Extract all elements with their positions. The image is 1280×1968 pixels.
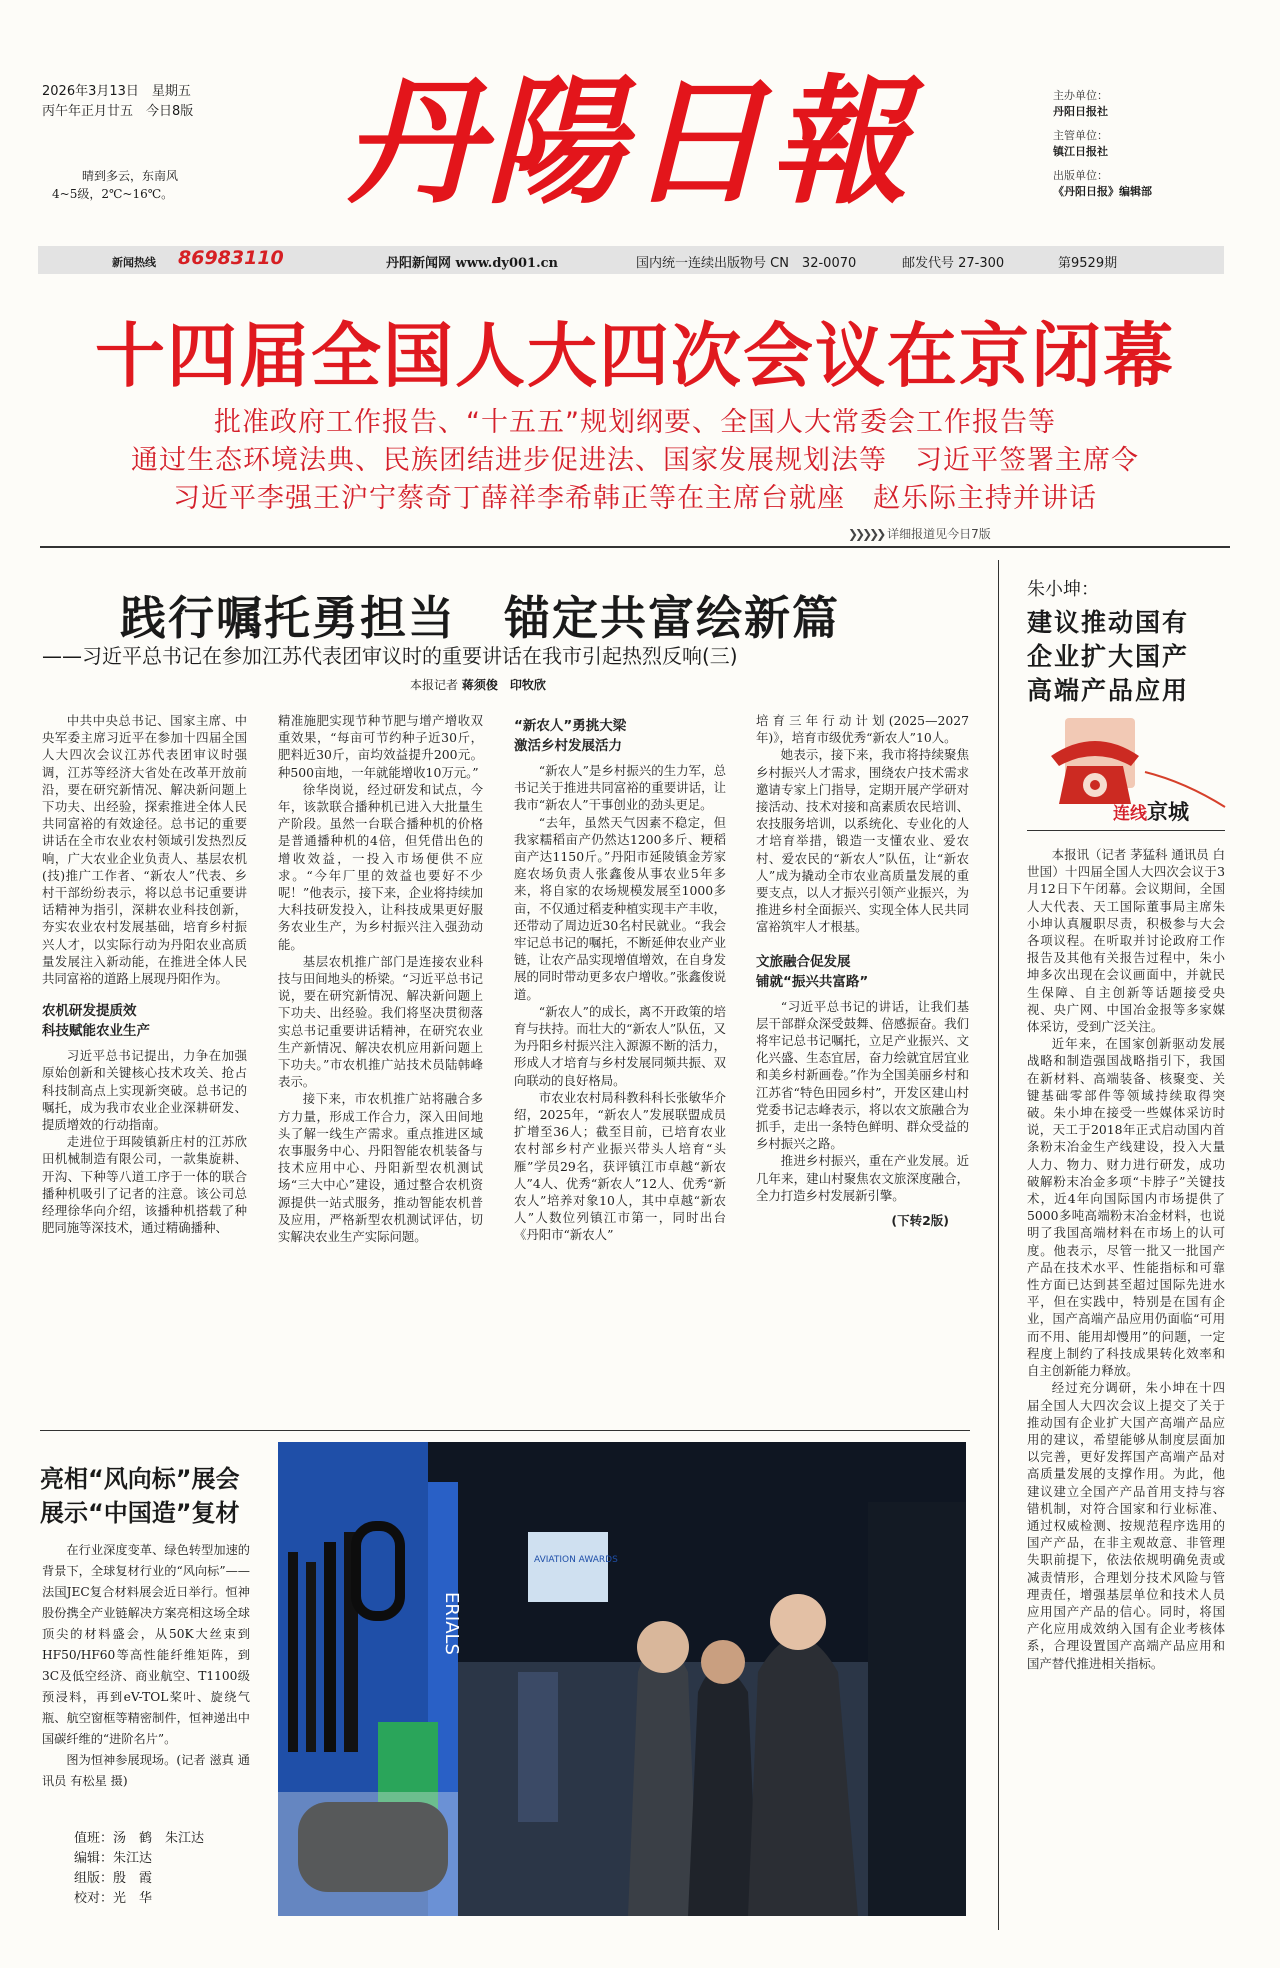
photo-caption: 图为恒神参展现场。(记者 滋真 通讯员 有松星 摄) [42,1753,250,1788]
paragraph: 走进位于珥陵镇新庄村的江苏欣田机械制造有限公司，一款集旋耕、开沟、下种等八道工序于一体的联合播种机吸引了记者的注意。该公司总经理徐华向介绍，该播种机搭载了种肥同施等深技术，通过精确播种、 [42,1134,247,1236]
credit-label: 值班： [74,1831,114,1846]
divider [40,1430,970,1431]
detail-reference[interactable] [848,525,991,542]
divider [1027,830,1225,831]
byline-label: 本报记者 [410,678,459,692]
divider [40,546,1230,548]
feature-title: 亮相“风向标”展会 展示“中国造”复材 [40,1465,240,1527]
weather-line: 晴到多云，东南风 [82,169,179,183]
hotline-number: 86983110 [178,247,284,269]
logo-text: 丹陽日報 [343,60,913,220]
date-block [42,82,193,122]
date-line: 2026年3月13日 星期五 [42,84,191,99]
jingcheng-text: 京城 [1147,800,1189,824]
paragraph: 经过充分调研，朱小坤在十四届全国人大四次会议上提交了关于推动国有企业扩大国产高端产品应用的建议，希望能够从制度层面加以完善，更好发挥国产高端产品对高质量发展的支撑作用。为此，他建议建立全国产产品首用支持与容错机制，对符合国家和行业标准、通过权威检测、按规范程序选用的国产产品，在非主观故意、非管理失职前提下，依法依规明确免责或减责情形，合理划分技术风险与管理责任，增强基层单位和技术人员应用国产产品的信心。同时，将国产化应用成效纳入国有企业考核体系，合理设置国产高端产品应用和国产替代推进相关指标。 [1027,1380,1225,1671]
credit-label: 编辑： [74,1851,114,1866]
right-story-body [1027,846,1225,1672]
byline-names: 蒋须俊 印牧欣 [461,678,546,692]
exhibition-photo [278,1442,966,1916]
paragraph: “新农人”的成长，离不开政策的培育与扶持。而壮大的“新农人”队伍，又为丹阳乡村振兴注入源源不断的活力，形成人才培育与乡村发展同频共振、双向联动的良好格局。 [514,1003,726,1088]
right-story-title: 建议推动国有 企业扩大国产 高端产品应用 [1027,608,1190,705]
story-column-4 [756,712,969,1229]
paragraph: 培育三年行动计划(2025—2027年)》，培育市级优秀“新农人”10人。 [756,713,969,746]
main-headline: 十四届全国人大四次会议在京闭幕 [95,315,1175,397]
newspaper-logo [318,60,938,220]
supervisor-value: 镇江日报社 [1053,145,1108,158]
booth-sign-text: ERIALS [441,1592,462,1655]
paragraph: 接下来，市农机推广站将融合多方力量，形成工作合力，深入田间地头了解一线生产需求。重点推进区域农事服务中心、丹阳智能农机装备与技术应用中心、丹阳新型农机测试场“三大中心”建设，通过整合农机资源提供一站式服务，推动智能农机普及应用，严格新型农机测试评估，切实解决农业生产实际问题。 [278,1091,483,1245]
editor-credits [74,1829,204,1909]
column-divider [998,560,999,1930]
paragraph: 基层农机推广部门是连接农业科技与田间地头的桥梁。“习近平总书记说，要在研究新情况、解决新问题上下功夫、出经验。我们将坚决贯彻落实总书记重要讲话精神，在研究农业生产新情况、解决农机应用新问题上下功夫。”市农机推广站技术员陆韩峰表示。 [278,953,483,1090]
publisher-label: 出版单位： [1053,169,1108,182]
lianxian-label [1113,796,1189,826]
section-heading: 文旅融合促发展 铺就“振兴共富路” [756,953,869,990]
publisher-value: 《丹阳日报》编辑部 [1053,185,1152,198]
sponsor-block [1053,88,1152,208]
byline [410,676,546,693]
feature-body [42,1540,250,1792]
paragraph: 近年来，在国家创新驱动发展战略和制造强国战略指引下，我国在新材料、高端装备、核聚变、关键基础零部件等领域持续取得突破。朱小坤在接受一些媒体采访时说，天工于2018年正式启动国内首条粉末冶金生产线建设，投入大量人力、物力、财力进行研发，成功破解粉末冶金多项“卡脖子”关键技术，近4年向国际国内市场提供了5000多吨高端粉末冶金材料，也说明了我国高端材料在市场上的认可度。他表示，尽管一批又一批国产产品在技术水平、性能指标和可靠性方面已达到甚至超过国际先进水平，但在实践中，特别是在国有企业，国产高端产品应用仍面临“可用而不用、能用却慢用”的问题，一定程度上制约了科技成果转化效率和自主创新能力释放。 [1027,1036,1225,1379]
weather-temp: 4~5级，2℃~16℃。 [52,187,174,201]
paragraph: “习近平总书记的讲话，让我们基层干部群众深受鼓舞、倍感振奋。我们将牢记总书记嘱托，立足产业振兴、文化兴盛、生态宜居，奋力绘就宜居宜业和美乡村新画卷。”作为全国美丽乡村和江苏省“特色田园乡村”，开发区建山村党委书记志峰表示，将以农文旅融合为抓手，走出一条特色鲜明、群众受益的乡村振兴之路。 [756,998,969,1152]
paragraph: 中共中央总书记、国家主席、中央军委主席习近平在参加十四届全国人大四次会议江苏代表团审议时强调，江苏等经济大省处在改革开放前沿，要在研究新情况、解决新问题上下功夫、出经验，探索推进全体人民共同富裕的有效途径。总书记的重要讲话在全市农业农村领域引发热烈反响，广大农业企业负责人、基层农机(技)推广工作者、“新农人”代表、乡村干部纷纷表示，将以总书记重要讲话精神为指引，深耕农业科技创新，夯实农业农村发展基础，培育乡村振兴人才，以实际行动为丹阳农业高质量发展注入新动能，在推进全体人民共同富裕的道路上展现丹阳作为。 [42,713,247,987]
chevrons-icon: ❯❯❯❯❯ [848,527,884,541]
story-subtitle: ——习近平总书记在参加江苏代表团审议时的重要讲话在我市引起热烈反响(三) [42,644,738,668]
paragraph: 精准施肥实现节种节肥与增产增收双重效果，“每亩可节约种子近30斤，肥料近30斤，亩均效益提升200元。种500亩地，一年就能增收10万元。” [278,713,483,780]
post-code: 邮发代号 27-300 [902,256,1005,271]
info-bar [38,246,1224,274]
paragraph: 本报讯（记者 茅猛科 通讯员 白世国）十四届全国人大四次会议于3月12日下午闭幕。会议期间，全国人大代表、天工国际董事局主席朱小坤认真履职尽责，积极参与大会各项议程。在听取并讨论政府工作报告及其他有关报告过程中，朱小坤多次出现在会议画面中，并就民生保障、自主创新等话题接受央视、央广网、中国冶金报等多家媒体采访，受到广泛关注。 [1027,847,1225,1035]
sponsor-label: 主办单位： [1053,89,1108,102]
credit-label: 校对： [74,1891,114,1906]
headline-subtitle: 习近平李强王沪宁蔡奇丁薛祥李希韩正等在主席台就座 赵乐际主持并讲话 [173,483,1097,514]
headline-subtitle: 通过生态环境法典、民族团结进步促进法、国家发展规划法等 习近平签署主席令 [131,445,1139,476]
story-title: 践行嘱托勇担当 锚定共富绘新篇 [120,591,840,645]
paragraph: 推进乡村振兴，重在产业发展。近几年来，建山村聚焦农文旅深度融合，全力打造乡村发展新引擎。 [756,1153,969,1203]
paragraph: 在行业深度变革、绿色转型加速的背景下，全球复材行业的“风向标”——法国JEC复合材料展会近日举行。恒神股份携全产业链解决方案亮相这场全球顶尖的材料盛会，从50K大丝束到HF50/HF60等高性能纤维矩阵，到3C及低空经济、商业航空、T1100级预浸料，再到eV-TOL桨叶、旋绕气瓶、航空窗框等精密制件，恒神递出中国碳纤维的“进阶名片”。 [42,1543,250,1746]
credit-label: 组版： [74,1871,114,1886]
paragraph: “去年，虽然天气因素不稳定，但我家糯稻亩产仍然达1200多斤、粳稻亩产达1150斤。”丹阳市延陵镇金芳家庭农场负责人张鑫俊从事农业5年多来，将自家的农场规模发展至1000多亩，不仅通过稻麦种植实现丰产丰收，还带动了周边近30名村民就业。“我会牢记总书记的嘱托，不断延伸农业产业链，让农产品实现增值增效，在自身发展的同时带动更多农户增收。”张鑫俊说道。 [514,814,726,1002]
detail-ref-text: 详细报道见今日7版 [887,527,991,541]
page-turn-note[interactable]: (下转2版) [891,1213,949,1229]
paragraph: 市农业农村局科教科科长张敏华介绍，2025年，“新农人”发展联盟成员扩增至36人；截至目前，已培育农业农村部乡村产业振兴带头人培育“头雁”学员29名，获评镇江市卓越“新农人”4人、优秀“新农人”12人、优秀“新农人”培养对象10人，其中卓越“新农人”人数位列镇江市第一，同时出台《丹阳市“新农人” [514,1089,726,1243]
credit-value: 殷 霞 [113,1871,153,1886]
lianxian-text: 连线 [1113,804,1147,824]
story-column-3 [514,716,726,1244]
right-story-name: 朱小坤： [1027,579,1099,600]
story-column-1 [42,712,247,1236]
issue-number: 第9529期 [1058,256,1118,271]
paragraph: “新农人”是乡村振兴的生力军，总书记关于推进共同富裕的重要讲话，让我市“新农人”干事创业的劲头更足。 [514,763,726,813]
award-banner-text: AVIATION AWARDS [534,1555,618,1565]
section-heading: 农机研发提质效 科技赋能农业生产 [42,1003,150,1040]
hotline-label: 新闻热线 [112,256,156,269]
paragraph: 习近平总书记提出，力争在加强原始创新和关键核心技术攻关、抢占科技制高点上实现新突破。总书记的嘱托，成为我市农业企业深耕研发、提质增效的行动指南。 [42,1048,247,1133]
supervisor-label: 主管单位： [1053,129,1108,142]
lunar-date-line: 丙午年正月廿五 今日8版 [42,104,194,119]
credit-value: 光 华 [113,1891,153,1906]
credit-value: 朱江达 [113,1851,153,1866]
story-column-2 [278,712,483,1245]
cn-number: 国内统一连续出版物号 CN 32-0070 [636,256,857,271]
sponsor-value: 丹阳日报社 [1053,105,1108,118]
paragraph: 徐华岗说，经过研发和试点，今年，该款联合播种机已进入大批量生产阶段。虽然一台联合播种机的价格是普通播种机的4倍，但凭借出色的增收效益，一投入市场便供不应求。“今年厂里的效益也要好不少呢！”他表示，接下来，企业将持续加大科技研发投入，让科技成果更好服务农业生产，为乡村振兴注入强劲动能。 [278,781,483,952]
weather-block [52,167,178,203]
section-heading: “新农人”勇挑大梁 激活乡村发展活力 [514,718,627,754]
website-link[interactable]: 丹阳新闻网 www.dy001.cn [386,256,558,271]
headline-subtitle: 批准政府工作报告、“十五五”规划纲要、全国人大常委会工作报告等 [214,407,1056,438]
paragraph: 她表示，接下来，我市将持续聚焦乡村振兴人才需求，围绕农户技术需求邀请专家上门指导，定期开展产学研对接活动、技术对接和高素质农民培训、农技服务培训，以系统化、专业化的人才培育举措，锻造一支懂农业、爱农村、爱农民的“新农人”队伍，让“新农人”成为撬动全市农业高质量发展的重要支点，以人才振兴引领产业振兴，为推进乡村全面振兴、实现全体人民共同富裕筑牢人才根基。 [756,747,969,935]
credit-value: 汤 鹤 朱江达 [113,1831,205,1846]
